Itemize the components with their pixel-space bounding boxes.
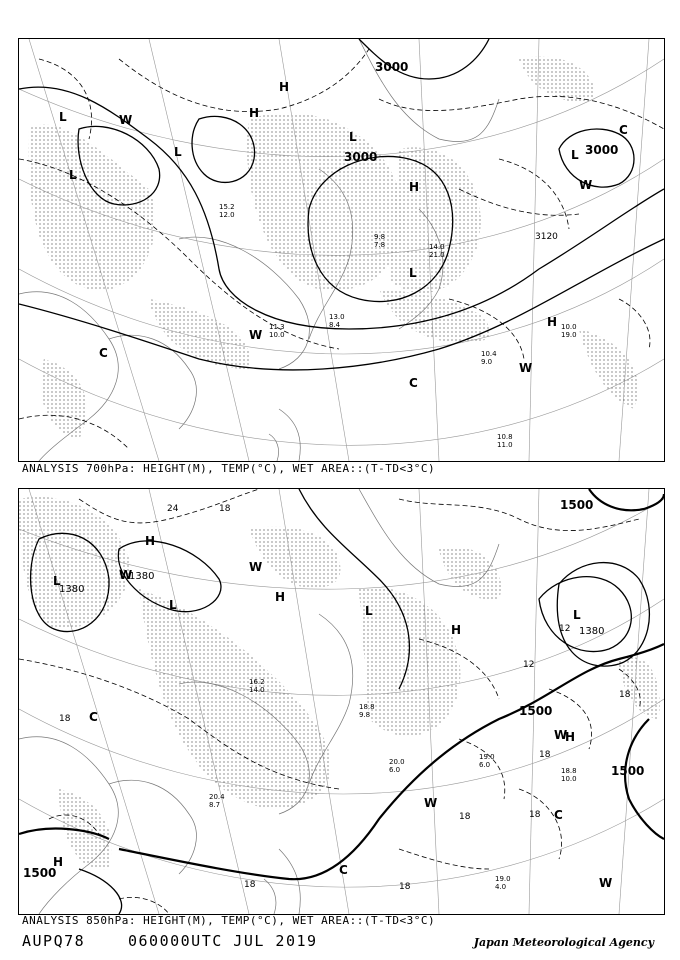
station-value: 10.4 — [481, 350, 497, 358]
station-value: 10.0 — [561, 323, 577, 331]
height-label: 1380 — [579, 626, 605, 637]
isotherm-label: 18 — [59, 714, 71, 724]
warm-label: W — [119, 568, 133, 582]
station-value: 4.0 — [495, 883, 507, 891]
low-center: L — [174, 145, 182, 159]
high-center: H — [565, 730, 576, 744]
warm-label: W — [424, 796, 438, 810]
station-value: 9.0 — [481, 358, 493, 366]
station-value: 6.0 — [389, 766, 401, 774]
height-label: 1500 — [519, 704, 553, 718]
isotherm-label: 12 — [559, 624, 571, 634]
map-700hpa — [18, 38, 665, 462]
low-center: L — [169, 598, 177, 612]
isotherm-label: 24 — [167, 504, 179, 514]
isotherm-label: 18 — [219, 504, 231, 514]
station-value: 11.3 — [269, 323, 285, 331]
cold-label: C — [99, 346, 108, 360]
station-value: 20.4 — [209, 793, 225, 801]
high-center: H — [145, 534, 156, 548]
station-value: 9.8 — [374, 233, 386, 241]
warm-label: W — [554, 728, 568, 742]
station-value: 13.0 — [329, 313, 345, 321]
height-label: 3000 — [375, 60, 409, 74]
isotherm-label: 18 — [529, 810, 541, 820]
station-value: 10.8 — [497, 433, 513, 441]
low-center: L — [59, 110, 67, 124]
wet-areas — [19, 497, 660, 869]
height-label: 1500 — [23, 866, 57, 880]
station-value: 10.0 — [561, 775, 577, 783]
station-value: 8.4 — [329, 321, 341, 329]
height-label: 1380 — [59, 584, 85, 595]
station-value: 6.0 — [479, 761, 491, 769]
warm-label: W — [249, 560, 263, 574]
height-label: 1380 — [129, 571, 155, 582]
high-center: H — [275, 590, 286, 604]
low-center: L — [53, 574, 61, 588]
low-center: L — [573, 608, 581, 622]
high-center: H — [547, 315, 558, 329]
caption-850hpa: ANALYSIS 850hPa: HEIGHT(M), TEMP(°C), WET AREA::(T-TD<3°C) — [22, 914, 436, 927]
station-value: 19.0 — [495, 875, 511, 883]
height-label: 1500 — [560, 498, 594, 512]
high-center: H — [249, 106, 260, 120]
caption-700hpa: ANALYSIS 700hPa: HEIGHT(M), TEMP(°C), WET AREA::(T-TD<3°C) — [22, 462, 436, 475]
map-850hpa-graphic — [19, 489, 664, 914]
low-center: L — [69, 168, 77, 182]
station-value: 21.0 — [429, 251, 445, 259]
chart-code: AUPQ78 — [22, 932, 86, 950]
cold-label: C — [554, 808, 563, 822]
low-center: L — [365, 604, 373, 618]
station-value: 8.7 — [209, 801, 221, 809]
height-label: 3000 — [344, 150, 378, 164]
cold-label: C — [339, 863, 348, 877]
cold-label: C — [619, 123, 628, 137]
map-700hpa-graphic — [19, 39, 664, 461]
isotherm-label: 18 — [244, 880, 256, 890]
station-value: 18.8 — [359, 703, 375, 711]
station-value: 12.0 — [219, 211, 235, 219]
station-value: 15.2 — [219, 203, 235, 211]
isotherm-label: 18 — [459, 812, 471, 822]
station-value: 14.0 — [249, 686, 265, 694]
agency-name: Japan Meteorological Agency — [473, 936, 654, 949]
station-value: 20.0 — [389, 758, 405, 766]
warm-label: W — [599, 876, 613, 890]
station-value: 9.8 — [359, 711, 371, 719]
low-center: L — [571, 148, 579, 162]
height-label: 1500 — [611, 764, 645, 778]
high-center: H — [451, 623, 462, 637]
isotherm-label: 18 — [399, 882, 411, 892]
station-value: 18.8 — [561, 767, 577, 775]
warm-label: W — [579, 178, 593, 192]
cold-label: C — [89, 710, 98, 724]
station-value: 7.8 — [374, 241, 386, 249]
cold-label: C — [409, 376, 418, 390]
station-value: 19.0 — [479, 753, 495, 761]
isotherm-label: 18 — [539, 750, 551, 760]
height-label: 3120 — [535, 232, 558, 242]
valid-time: 060000UTC JUL 2019 — [128, 932, 318, 950]
warm-label: W — [119, 113, 133, 127]
warm-label: W — [519, 361, 533, 375]
low-center: L — [349, 130, 357, 144]
high-center: H — [279, 80, 290, 94]
map-850hpa — [18, 488, 665, 915]
high-center: H — [409, 180, 420, 194]
height-label: 3000 — [585, 143, 619, 157]
warm-label: W — [249, 328, 263, 342]
station-value: 14.0 — [429, 243, 445, 251]
station-value: 11.0 — [497, 441, 513, 449]
high-center: H — [53, 855, 64, 869]
low-center: L — [409, 266, 417, 280]
station-value: 10.0 — [269, 331, 285, 339]
isotherm-labels — [59, 504, 631, 892]
isotherm-label: 18 — [619, 690, 631, 700]
station-value: 19.0 — [561, 331, 577, 339]
station-value: 16.2 — [249, 678, 265, 686]
isotherm-label: 12 — [523, 660, 535, 670]
